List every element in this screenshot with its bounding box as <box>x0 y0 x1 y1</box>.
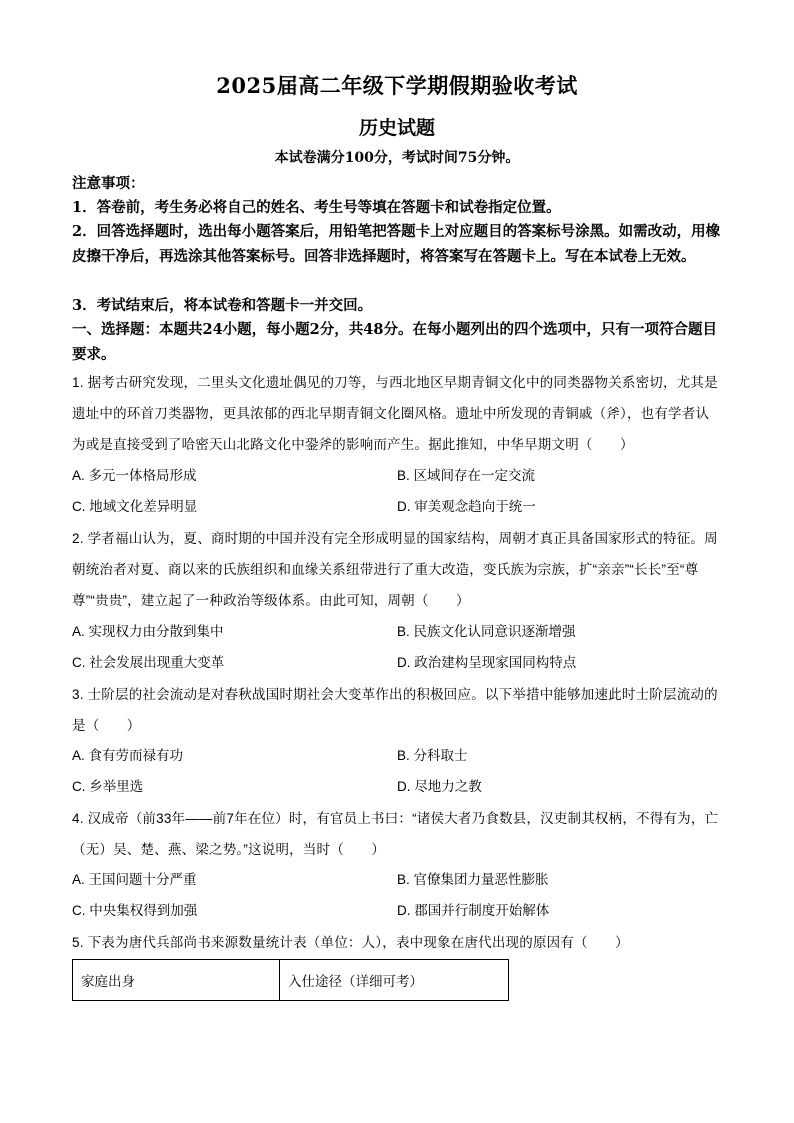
option-b: B. 民族文化认同意识逐渐增强 <box>397 624 576 639</box>
option-b: B. 官僚集团力量恶性膨胀 <box>397 872 549 887</box>
section-heading: 一、选择题：本题共24小题，每小题2分，共48分。在每小题列出的四个选项中，只有一项符合题目要求。 <box>72 321 717 363</box>
option-c: C. 社会发展出现重大变革 <box>72 655 225 670</box>
option-c: C. 乡举里选 <box>72 779 144 794</box>
option-d: D. 郡国并行制度开始解体 <box>397 903 550 918</box>
notice-heading: 注意事项： <box>72 175 145 192</box>
question-stem: 4. 汉成帝（前33年——前7年在位）时，有官员上书曰：“诸侯大者乃食数县，汉吏制其权柄，不得有为，亡（无）吴、楚、燕、梁之势。”这说明，当时（ ） <box>72 811 719 857</box>
option-c: C. 中央集权得到加强 <box>72 903 198 918</box>
option-a: A. 王国问题十分严重 <box>72 872 197 887</box>
question-stem: 3. 士阶层的社会流动是对春秋战国时期社会大变革作出的积极回应。以下举措中能够加速此时士阶层流动的是（ ） <box>72 687 718 733</box>
data-table <box>72 959 509 1001</box>
notice-item: 3．考试结束后，将本试卷和答题卡一并交回。 <box>72 297 373 314</box>
option-d: D. 审美观念趋向于统一 <box>397 499 536 514</box>
subject-title: 历史试题 <box>358 117 435 139</box>
exam-title: 2025届高二年级下学期假期验收考试 <box>216 73 578 98</box>
option-d: D. 政治建构呈现家国同构特点 <box>397 655 577 670</box>
option-c: C. 地域文化差异明显 <box>72 499 198 514</box>
question-stem: 2. 学者福山认为，夏、商时期的中国并没有完全形成明显的国家结构，周朝才真正具备国家形式的特征。周朝统治者对夏、商以来的氏族组织和血缘关系纽带进行了重大改造，变氏族为宗族，扩“亲亲”“长长”至“尊尊”“贵贵”，建立起了一种政治等级体系。由此可知，周朝（ ） <box>72 531 718 608</box>
option-b: B. 分科取士 <box>397 748 468 763</box>
option-d: D. 尽地力之教 <box>397 779 482 794</box>
notice-item: 1．答卷前，考生务必将自己的姓名、考生号等填在答题卡和试卷指定位置。 <box>72 199 561 216</box>
table-header-cell: 入仕途径（详细可考） <box>280 960 509 1001</box>
option-a: A. 多元一体格局形成 <box>72 468 197 483</box>
score-note: 本试卷满分100分，考试时间75分钟。 <box>274 150 520 166</box>
notice-item: 2．回答选择题时，选出每小题答案后，用铅笔把答题卡上对应题目的答案标号涂黑。如需改动，用橡皮擦干净后，再选涂其他答案标号。回答非选择题时，将答案写在答题卡上。写在本试卷上无效。 <box>72 223 721 265</box>
option-b: B. 区域间存在一定交流 <box>397 468 536 483</box>
question-stem: 5. 下表为唐代兵部尚书来源数量统计表（单位：人），表中现象在唐代出现的原因有（ ） <box>72 935 629 950</box>
table-header-cell: 家庭出身 <box>73 960 280 1001</box>
table-header-row <box>73 960 509 1001</box>
option-a: A. 实现权力由分散到集中 <box>72 624 224 639</box>
option-a: A. 食有劳而禄有功 <box>72 748 184 763</box>
question-stem: 1. 据考古研究发现，二里头文化遗址偶见的刀等，与西北地区早期青铜文化中的同类器物关系密切，尤其是遗址中的环首刀类器物，更具浓郁的西北早期青铜文化圈风格。遗址中所发现的青铜戚（斧），也有学者认为或是直接受到了哈密天山北路文化中銎斧的影响而产生。据此推知，中华早期文明（ ） <box>72 375 718 452</box>
